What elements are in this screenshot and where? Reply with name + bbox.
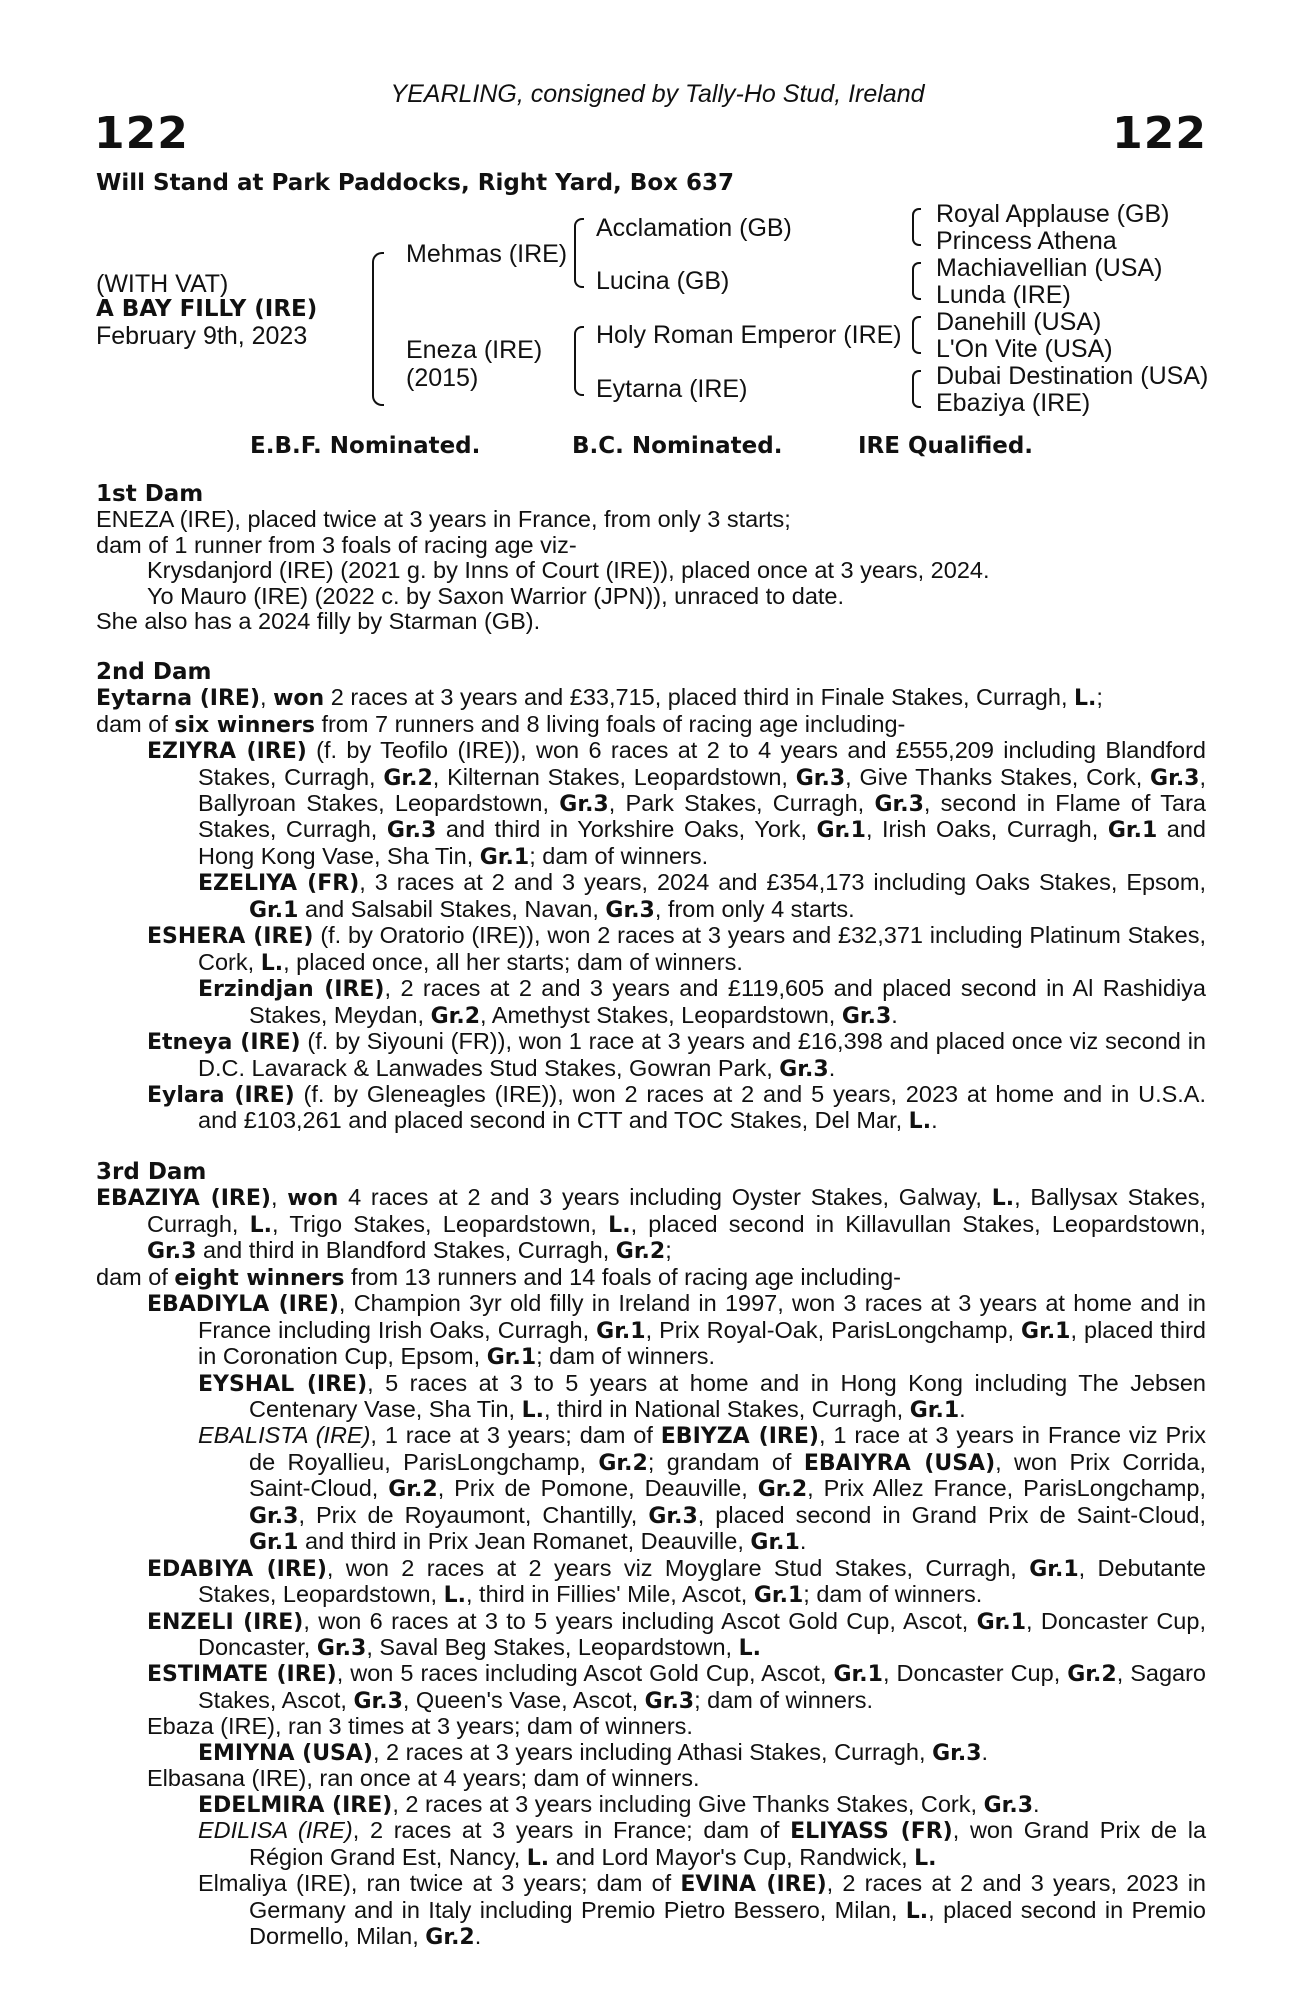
second-dam-summary: Eytarna (IRE), won 2 races at 3 years and £33,715, placed third in Finale Stakes, Curragh, L.; — [96, 684, 1103, 712]
grade: Gr.3 — [559, 791, 609, 817]
text: . — [931, 1107, 938, 1134]
g-brace-3 — [912, 316, 921, 354]
grade: L. — [521, 1397, 544, 1423]
produce-entry: Yo Mauro (IRE) (2022 c. by Saxon Warrior (JPN)), unraced to date. — [147, 582, 845, 609]
grade: Gr.1 — [1021, 1318, 1071, 1344]
produce-entry-etneya — [96, 1029, 1206, 1082]
text: , 2 races at 3 years including Give Thanks Stakes, Cork, — [392, 1790, 984, 1817]
text: , won 5 races including Ascot Gold Cup, Ascot, — [336, 1660, 834, 1687]
section-gap — [96, 635, 1206, 660]
grade: Gr.1 — [909, 1397, 960, 1423]
horse-name: EZIYRA (IRE) — [147, 739, 307, 765]
horse-name: ENZELI (IRE) — [147, 1609, 304, 1635]
produce-entry-eylara — [96, 1082, 1206, 1135]
grade: Gr.3 — [932, 1740, 982, 1766]
text: , placed second in Premio Dormello, Milan, — [249, 1896, 1206, 1950]
vat-note: (WITH VAT) — [96, 270, 229, 298]
produce-entry: Krysdanjord (IRE) (2021 g. by Inns of Court (IRE)), placed once at 3 years, 2024. — [147, 557, 990, 584]
produce-entry-edilisa — [96, 1818, 1206, 1871]
produce-entry-eyshal — [96, 1371, 1206, 1424]
text: and Hong Kong Vase, Sha Tin, — [198, 816, 1206, 869]
grade: Gr.1 — [249, 1530, 299, 1556]
text: ; dam of winners. — [803, 1581, 983, 1608]
text: , placed third in Coronation Cup, Epsom, — [198, 1316, 1206, 1370]
consignment-line: YEARLING, consigned by Tally-Ho Stud, Ireland — [390, 80, 925, 108]
text: , 2 races at 2 and 3 years and £119,605 and placed second in Al Rashidiya Stakes, Meydan, — [249, 975, 1206, 1028]
dam-dam: Eytarna (IRE) — [596, 375, 748, 403]
text: and third in Yorkshire Oaks, York, — [436, 816, 817, 843]
produce-entry-estimate — [96, 1661, 1206, 1714]
dam-name: EBAZIYA (IRE) — [96, 1186, 271, 1212]
horse-name: EDELMIRA (IRE) — [198, 1792, 393, 1818]
winner-count: six winners — [174, 712, 315, 738]
grade: Gr.1 — [479, 844, 530, 870]
text: . — [828, 1054, 836, 1081]
text: ; — [1096, 684, 1103, 711]
grade: Gr.2 — [757, 1477, 808, 1503]
grade: Gr.3 — [316, 1636, 367, 1662]
grade: Gr.3 — [605, 897, 655, 923]
text: (f. by Siyouni (FR)), won 1 race at 3 years and £16,398 and placed once viz second in D.C. Lavarack & Lanwades Stud Stakes, Gowran Park, — [198, 1028, 1206, 1081]
grade: Gr.1 — [486, 1345, 537, 1371]
grade: Gr.2 — [383, 765, 433, 791]
first-dam-note: She also has a 2024 filly by Starman (GB). — [96, 608, 541, 635]
text: , Kilternan Stakes, Leopardstown, — [432, 763, 796, 790]
text: , won Grand Prix de la Région Grand Est, Nancy, — [249, 1817, 1207, 1870]
horse-name: EZELIYA (FR) — [198, 871, 360, 897]
text: and Lord Mayor's Cup, Randwick, — [549, 1843, 915, 1870]
grade: Gr.3 — [983, 1792, 1034, 1818]
text: (f. by Oratorio (IRE)), won 2 races at 3 years and £32,371 including Platinum Stakes, Cork, — [198, 922, 1206, 975]
text: , 2 races at 3 years including Athasi Stakes, Curragh, — [372, 1738, 933, 1765]
text: ; dam of winners. — [529, 842, 709, 869]
grade: Gr.3 — [874, 791, 924, 817]
grade: L. — [738, 1636, 762, 1662]
grade: L. — [914, 1845, 937, 1871]
ancestor-6: L'On Vite (USA) — [936, 335, 1113, 363]
produce-entry-ebadiyla — [96, 1291, 1206, 1370]
horse-dob: February 9th, 2023 — [96, 322, 308, 350]
grade: L. — [1074, 686, 1097, 712]
section-gap — [96, 1135, 1206, 1160]
grade: L. — [443, 1583, 466, 1609]
produce-entry-ebaza: Ebaza (IRE), ran 3 times at 3 years; dam of winners. — [147, 1713, 693, 1740]
produce-entry-elbasana: Elbasana (IRE), ran once at 4 years; dam of winners. — [147, 1765, 700, 1792]
produce-entry-elmaliya — [96, 1871, 1206, 1950]
catalogue-body — [96, 482, 1206, 1950]
text: , 3 races at 2 and 3 years, 2024 and £354,173 including Oaks Stakes, Epsom, — [359, 869, 1206, 896]
text: , 2 races at 3 years in France; dam of — [352, 1817, 791, 1844]
grade: Gr.2 — [425, 1925, 475, 1951]
text: , from only 4 starts. — [654, 895, 855, 922]
produce-entry-ezeliya — [96, 870, 1206, 923]
grade: Gr.2 — [388, 1477, 438, 1503]
horse-name: EYSHAL (IRE) — [198, 1371, 368, 1397]
text: and Salsabil Stakes, Navan, — [298, 895, 606, 922]
text: , Ballyroan Stakes, Leopardstown, — [198, 763, 1207, 816]
text: ; dam of winners. — [694, 1686, 874, 1713]
text: , placed second in Killavullan Stakes, Leopardstown, — [630, 1210, 1206, 1237]
ancestor-8: Ebaziya (IRE) — [936, 389, 1091, 417]
text: , 2 races at 2 and 3 years, 2023 in Germany and in Italy including Premio Pietro Bessero, Milan, — [249, 1870, 1206, 1923]
text: , Sagaro Stakes, Ascot, — [198, 1660, 1207, 1713]
text: . — [891, 1001, 898, 1028]
text: , Prix Royal-Oak, ParisLongchamp, — [645, 1316, 1022, 1343]
text: 2 races at 3 years and £33,715, placed third in Finale Stakes, Curragh, — [324, 684, 1075, 711]
text: , Debutante Stakes, Leopardstown, — [198, 1554, 1206, 1608]
third-dam-summary: EBAZIYA (IRE), won 4 races at 2 and 3 years including Oyster Stakes, Galway, L., Ballysax Stakes, Curragh, L., Trigo Stakes, Leopardstown, L., placed second in Killavullan Stakes, Leopardstown, Gr.3 and third in Blandford Stakes, Curragh, Gr.2; — [96, 1184, 1206, 1265]
grade: Gr.1 — [1107, 818, 1158, 844]
grade: Gr.3 — [386, 818, 437, 844]
grade: Gr.1 — [249, 897, 299, 923]
third-dam-produce — [96, 1265, 1206, 1291]
text: ; — [665, 1237, 672, 1264]
horse-name: EBADIYLA (IRE) — [147, 1292, 339, 1318]
text: , second in Flame of Tara Stakes, Curragh, — [198, 789, 1206, 843]
sire-sire: Acclamation (GB) — [596, 214, 792, 242]
lot-number-left: 122 — [94, 108, 189, 159]
text: . — [1033, 1790, 1040, 1817]
ancestor-3: Machiavellian (USA) — [936, 254, 1163, 282]
grade: Gr.2 — [615, 1239, 666, 1265]
text: , Irish Oaks, Curragh, — [865, 816, 1108, 843]
pedigree-main-brace — [372, 252, 384, 406]
grade: Gr.3 — [249, 1503, 299, 1529]
grade: Gr.1 — [976, 1609, 1027, 1635]
grade: L. — [526, 1845, 550, 1871]
text: . — [981, 1738, 989, 1765]
grade: L. — [608, 1212, 631, 1238]
horse-name: EBALISTA (IRE) — [198, 1422, 371, 1449]
grade: Gr.3 — [644, 1688, 695, 1714]
grade: Gr.3 — [795, 765, 846, 791]
horse-name: ESTIMATE (IRE) — [147, 1662, 337, 1688]
ancestor-7: Dubai Destination (USA) — [936, 362, 1209, 390]
text: . — [799, 1528, 807, 1555]
grade: Gr.2 — [598, 1450, 648, 1476]
second-dam-produce — [96, 712, 1206, 738]
sire-brace — [574, 218, 584, 288]
produce-entry-ebalista — [96, 1423, 1206, 1555]
dam-brace — [574, 326, 584, 396]
horse-name: Etneya (IRE) — [147, 1030, 301, 1056]
text: . — [474, 1923, 482, 1950]
produce-entry-edelmira — [96, 1792, 1206, 1818]
grade: Gr.3 — [779, 1056, 829, 1082]
grade: Gr.3 — [841, 1003, 892, 1029]
winner-count: eight winners — [174, 1265, 345, 1291]
text: , Champion 3yr old filly in Ireland in 1997, won 3 races at 3 years at home and in France including Irish Oaks, Curragh, — [198, 1290, 1206, 1343]
text: from 7 runners and 8 living foals of racing age including- — [314, 710, 906, 737]
text: ; grandam of — [647, 1448, 804, 1475]
text: , won Prix Corrida, Saint-Cloud, — [249, 1448, 1206, 1502]
produce-entry-emiyna — [96, 1740, 1206, 1766]
text: , third in Fillies' Mile, Ascot, — [465, 1581, 754, 1608]
grade: Gr.1 — [596, 1318, 646, 1344]
horse-name: ESHERA (IRE) — [147, 924, 314, 950]
dam-sire: Holy Roman Emperor (IRE) — [596, 321, 902, 349]
horse-name: EVINA (IRE) — [680, 1872, 827, 1898]
ire-qualification: IRE Qualified. — [858, 433, 1034, 459]
produce-entry-edabiya — [96, 1556, 1206, 1609]
grade: Gr.3 — [353, 1688, 403, 1714]
ebf-nomination: E.B.F. Nominated. — [250, 433, 481, 459]
ancestor-2: Princess Athena — [936, 227, 1117, 255]
text: , 1 race at 3 years; dam of — [370, 1422, 661, 1449]
grade: Gr.2 — [430, 1003, 481, 1029]
first-dam-line: ENEZA (IRE), placed twice at 3 years in France, from only 3 starts; — [96, 506, 791, 533]
text: , won 2 races at 2 years viz Moyglare Stud Stakes, Curragh, — [326, 1554, 1030, 1581]
text: , Saval Beg Stakes, Leopardstown, — [366, 1634, 739, 1661]
horse-name: A BAY FILLY (IRE) — [96, 296, 318, 322]
text: dam of — [96, 710, 175, 737]
dam-name: Eytarna (IRE) — [96, 686, 261, 712]
text: , Prix Allez France, ParisLongchamp, — [807, 1475, 1206, 1502]
text: , Doncaster Cup, Doncaster, — [198, 1607, 1206, 1661]
grade: Gr.1 — [1029, 1556, 1079, 1582]
won-label: won — [273, 686, 325, 712]
g-brace-2 — [912, 262, 921, 300]
text: , Trigo Stakes, Leopardstown, — [272, 1210, 609, 1237]
text: , placed second in Grand Prix de Saint-Cloud, — [697, 1501, 1206, 1528]
text: dam of — [96, 1263, 175, 1290]
text: , 5 races at 3 to 5 years at home and in Hong Kong including The Jebsen Centenary Vase, Sha Tin, — [249, 1369, 1206, 1422]
bc-nomination: B.C. Nominated. — [572, 433, 783, 459]
grade: Gr.3 — [1150, 765, 1200, 791]
horse-name: EBIYZA (IRE) — [660, 1424, 819, 1450]
grade: Gr.3 — [648, 1503, 698, 1529]
grade: L. — [991, 1186, 1015, 1212]
text: , Give Thanks Stakes, Cork, — [845, 763, 1151, 790]
grade: L. — [249, 1212, 273, 1238]
text: and third in Blandford Stakes, Curragh, — [196, 1237, 616, 1264]
text: , Ballysax Stakes, Curragh, — [147, 1184, 1206, 1237]
sire-name: Mehmas (IRE) — [406, 240, 568, 268]
grade: Gr.3 — [147, 1239, 197, 1265]
text: , Doncaster Cup, — [882, 1660, 1068, 1687]
grade: Gr.1 — [753, 1583, 804, 1609]
text: . — [959, 1395, 966, 1422]
first-dam-produce: dam of 1 runner from 3 foals of racing age viz- — [96, 531, 577, 558]
horse-name: EMIYNA (USA) — [198, 1740, 373, 1766]
text: (f. by Teofilo (IRE)), won 6 races at 2 to 4 years and £555,209 including Blandford Stakes, Curragh, — [198, 737, 1206, 790]
text: ; dam of winners. — [536, 1343, 716, 1370]
produce-entry-eshera — [96, 923, 1206, 976]
grade: L. — [905, 1898, 929, 1924]
text: (f. by Gleneagles (IRE)), won 2 races at 2 and 5 years, 2023 at home and in U.S.A. and £103,261 and placed second in CTT and TOC Stakes, Del Mar, — [198, 1080, 1207, 1134]
ancestor-5: Danehill (USA) — [936, 308, 1102, 336]
text: and third in Prix Jean Romanet, Deauville, — [298, 1528, 751, 1555]
grade: L. — [260, 950, 284, 976]
sire-dam: Lucina (GB) — [596, 267, 730, 295]
grade: L. — [908, 1109, 932, 1135]
produce-entry-enzeli — [96, 1609, 1206, 1662]
grade: Gr.2 — [1067, 1662, 1117, 1688]
lot-number-right: 122 — [1112, 108, 1207, 159]
ancestor-1: Royal Applause (GB) — [936, 200, 1170, 228]
text: , Amethyst Stakes, Leopardstown, — [480, 1001, 842, 1028]
horse-name: Erzindjan (IRE) — [198, 977, 385, 1003]
text: Elmaliya (IRE), ran twice at 3 years; dam of — [198, 1870, 681, 1897]
horse-name: EBAIYRA (USA) — [803, 1450, 996, 1476]
horse-name: EDABIYA (IRE) — [147, 1556, 327, 1582]
dam-year: (2015) — [406, 364, 479, 392]
produce-entry-erzindjan — [96, 976, 1206, 1029]
horse-name: ELIYASS (FR) — [790, 1819, 953, 1845]
ancestor-4: Lunda (IRE) — [936, 281, 1071, 309]
third-dam-heading: 3rd Dam — [96, 1158, 207, 1185]
text: , Prix de Royaumont, Chantilly, — [298, 1501, 649, 1528]
grade: Gr.1 — [750, 1530, 800, 1556]
text: , Park Stakes, Curragh, — [608, 789, 875, 816]
horse-name: Eylara (IRE) — [147, 1082, 295, 1108]
text: , won 6 races at 3 to 5 years including Ascot Gold Cup, Ascot, — [303, 1607, 977, 1634]
g-brace-1 — [912, 208, 921, 246]
stall-location: Will Stand at Park Paddocks, Right Yard, Box 637 — [96, 170, 734, 196]
text: , Prix de Pomone, Deauville, — [437, 1475, 758, 1502]
text: 4 races at 2 and 3 years including Oyster Stakes, Galway, — [338, 1184, 992, 1211]
dam-name: Eneza (IRE) — [406, 336, 543, 364]
text: , placed once, all her starts; dam of winners. — [283, 948, 743, 975]
text: from 13 runners and 14 foals of racing age including- — [344, 1263, 901, 1290]
grade: Gr.1 — [816, 818, 866, 844]
text: , Queen's Vase, Ascot, — [402, 1686, 645, 1713]
second-dam-heading: 2nd Dam — [96, 658, 212, 685]
horse-name: EDILISA (IRE) — [198, 1817, 353, 1844]
g-brace-4 — [912, 370, 921, 408]
text: , 1 race at 3 years in France viz Prix de Royallieu, ParisLongchamp, — [249, 1422, 1206, 1475]
grade: Gr.1 — [833, 1662, 883, 1688]
text: , third in National Stakes, Curragh, — [543, 1395, 910, 1422]
won-label: won — [287, 1186, 339, 1212]
first-dam-heading: 1st Dam — [96, 481, 204, 507]
produce-entry-eziyra — [96, 738, 1206, 870]
